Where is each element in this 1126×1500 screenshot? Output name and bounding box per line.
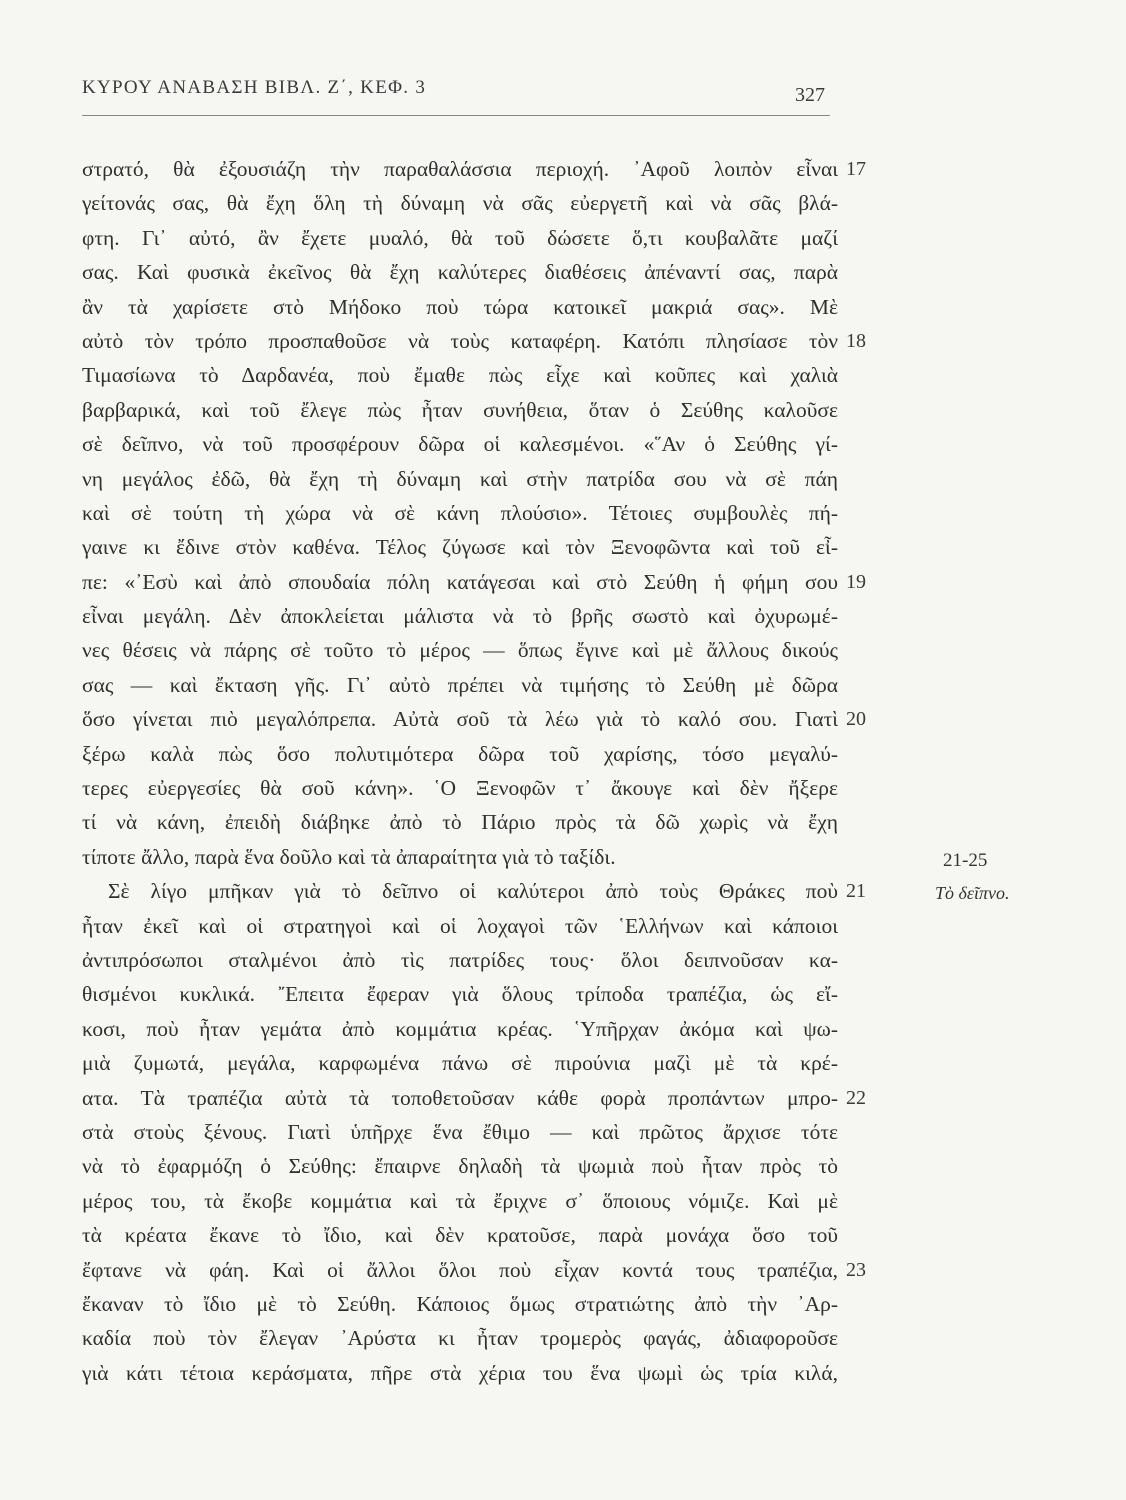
text-line: σας. Καὶ φυσικὰ ἐκεῖνος θὰ ἔχη καλύτερες διαθέσεις ἀπέναντί σας, παρὰ (82, 260, 838, 285)
text-line: ὅσο γίνεται πιὸ μεγαλόπρεπα. Αὐτὰ σοῦ τὰ λέω γιὰ τὸ καλό σου. Γιατὶ (82, 707, 838, 732)
text-line: θισμένοι κυκλικά. ῎Επειτα ἔφεραν γιὰ ὅλους τρίποδα τραπέζια, ὡς εἴ- (82, 982, 838, 1007)
text-line: μέρος του, τὰ ἔκοβε κομμάτια καὶ τὰ ἔριχνε σ᾿ ὅποιους νόμιζε. Καὶ μὲ (82, 1188, 838, 1213)
text-line: κοσι, ποὺ ἦταν γεμάτα ἀπὸ κομμάτια κρέας. ῾Υπῆρχαν ἀκόμα καὶ ψω- (82, 1016, 838, 1041)
text-line: πε: «᾿Εσὺ καὶ ἀπὸ σπουδαία πόλη κατάγεσαι καὶ στὸ Σεύθη ἡ φήμη σου (82, 569, 838, 594)
text-line: στρατό, θὰ ἐξουσιάζη τὴν παραθαλάσσια περιοχή. ᾿Αφοῦ λοιπὸν εἶναι (82, 157, 838, 181)
text-line: ἔφτανε νὰ φάη. Καὶ οἱ ἄλλοι ὅλοι ποὺ εἶχαν κοντά τους τραπέζια, (82, 1257, 838, 1282)
text-line: τὰ κρέατα ἔκανε τὸ ἴδιο, καὶ δὲν κρατοῦσε, παρὰ μονάχα ὅσο τοῦ (82, 1223, 838, 1248)
text-line: ατα. Τὰ τραπέζια αὐτὰ τὰ τοποθετοῦσαν κάθε φορὰ προπάντων μπρο- (82, 1085, 838, 1110)
section-number: 23 (846, 1258, 866, 1281)
section-number: 22 (846, 1086, 866, 1109)
text-line: μιὰ ζυμωτά, μεγάλα, καρφωμένα πάνω σὲ πιρούνια μαζὶ μὲ τὰ κρέ- (82, 1051, 838, 1076)
text-line: εἶναι μεγάλη. Δὲν ἀποκλείεται μάλιστα νὰ τὸ βρῆς σωστὸ καὶ ὀχυρωμέ- (82, 604, 838, 629)
section-number: 21 (846, 880, 866, 903)
text-line: νη μεγάλος ἐδῶ, θὰ ἔχη τὴ δύναμη καὶ στὴν πατρίδα σου νὰ σὲ πάη (82, 466, 838, 491)
text-line: γείτονάς σας, θὰ ἔχη ὅλη τὴ δύναμη νὰ σᾶς εὐεργετῆ καὶ νὰ σᾶς βλά- (82, 191, 838, 216)
text-line: αὐτὸ τὸν τρόπο προσπαθοῦσε νὰ τοὺς καταφέρη. Κατόπι πλησίασε τὸν (82, 328, 838, 353)
text-line: στὰ στοὺς ξένους. Γιατὶ ὑπῆρχε ἕνα ἔθιμο — καὶ πρῶτος ἄρχισε τότε (82, 1119, 838, 1144)
text-line: νες θέσεις νὰ πάρης σὲ τοῦτο τὸ μέρος — ὅπως ἔγινε καὶ μὲ ἄλλους δικούς (82, 638, 838, 663)
section-number: 19 (846, 570, 866, 593)
text-line: ξέρω καλὰ πὼς ὅσο πολυτιμότερα δῶρα τοῦ χαρίσης, τόσο μεγαλύ- (82, 741, 838, 766)
side-note-range: 21-25 (943, 850, 988, 871)
body-text (82, 152, 838, 1390)
paragraph-start-line: Σὲ λίγο μπῆκαν γιὰ τὸ δεῖπνο οἱ καλύτεροι ἀπὸ τοὺς Θράκες ποὺ (108, 879, 838, 904)
paragraph-end-line: τίποτε ἄλλο, παρὰ ἕνα δοῦλο καὶ τὰ ἀπαραίτητα γιὰ τὸ ταξίδι. (82, 844, 616, 869)
text-line: τερες εὐεργεσίες θὰ σοῦ κάνη». ῾Ο Ξενοφῶν τ᾿ ἄκουγε καὶ δὲν ἤξερε (82, 776, 838, 801)
text-line: ἔκαναν τὸ ἴδιο μὲ τὸ Σεύθη. Κάποιος ὅμως στρατιώτης ἀπὸ τὴν ᾿Αρ- (82, 1291, 838, 1316)
text-line: καὶ σὲ τούτη τὴ χώρα νὰ σὲ κάνη πλούσιο». Τέτοιες συμβουλὲς πή- (82, 500, 838, 525)
text-line: ἦταν ἐκεῖ καὶ οἱ στρατηγοὶ καὶ οἱ λοχαγοὶ τῶν ῾Ελλήνων καὶ κάποιοι (82, 913, 838, 938)
running-title: ΚΥΡΟΥ ΑΝΑΒΑΣΗ ΒΙΒΛ. Ζ΄, ΚΕΦ. 3 (82, 77, 427, 98)
section-number: 18 (846, 330, 866, 352)
header-rule (82, 115, 830, 116)
text-line: νὰ τὸ ἐφαρμόζη ὁ Σεύθης: ἔπαιρνε δηλαδὴ τὰ ψωμιὰ ποὺ ἦταν πρὸς τὸ (82, 1154, 838, 1179)
page-number: 327 (795, 84, 825, 106)
text-line: γιὰ κάτι τέτοια κεράσματα, πῆρε στὰ χέρια του ἕνα ψωμὶ ὡς τρία κιλά, (82, 1360, 838, 1385)
section-number: 20 (846, 708, 866, 731)
text-line: σας — καὶ ἔκταση γῆς. Γι᾿ αὐτὸ πρέπει νὰ τιμήσης τὸ Σεύθη μὲ δῶρα (82, 672, 838, 697)
section-number: 17 (846, 158, 866, 180)
text-line: βαρβαρικά, καὶ τοῦ ἔλεγε πὼς ἦταν συνήθεια, ὅταν ὁ Σεύθης καλοῦσε (82, 397, 838, 422)
text-line: γαινε κι ἔδινε στὸν καθένα. Τέλος ζύγωσε καὶ τὸν Ξενοφῶντα καὶ τοῦ εἶ- (82, 535, 838, 560)
text-line: τί νὰ κάνη, ἐπειδὴ διάβηκε ἀπὸ τὸ Πάριο πρὸς τὰ δῶ χωρὶς νὰ ἔχη (82, 810, 838, 835)
text-line: ἀντιπρόσωποι σταλμένοι ἀπὸ τὶς πατρίδες τους· ὅλοι δειπνοῦσαν κα- (82, 947, 838, 972)
side-note-title: Τὸ δεῖπνο. (935, 883, 1010, 903)
text-line: φτη. Γι᾿ αὐτό, ἂν ἔχετε μυαλό, θὰ τοῦ δώσετε ὅ,τι κουβαλᾶτε μαζί (82, 225, 838, 250)
text-line: σὲ δεῖπνο, νὰ τοῦ προσφέρουν δῶρα οἱ καλεσμένοι. «῞Αν ὁ Σεύθης γί- (82, 432, 838, 457)
text-line: ἂν τὰ χαρίσετε στὸ Μήδοκο ποὺ τώρα κατοικεῖ μακριά σας». Μὲ (82, 294, 838, 319)
text-line: καδία ποὺ τὸν ἔλεγαν ᾿Αρύστα κι ἦταν τρομερὸς φαγάς, ἀδιαφοροῦσε (82, 1326, 838, 1351)
text-line: Τιμασίωνα τὸ Δαρδανέα, ποὺ ἔμαθε πὼς εἶχε καὶ κοῦπες καὶ χαλιὰ (82, 363, 838, 388)
